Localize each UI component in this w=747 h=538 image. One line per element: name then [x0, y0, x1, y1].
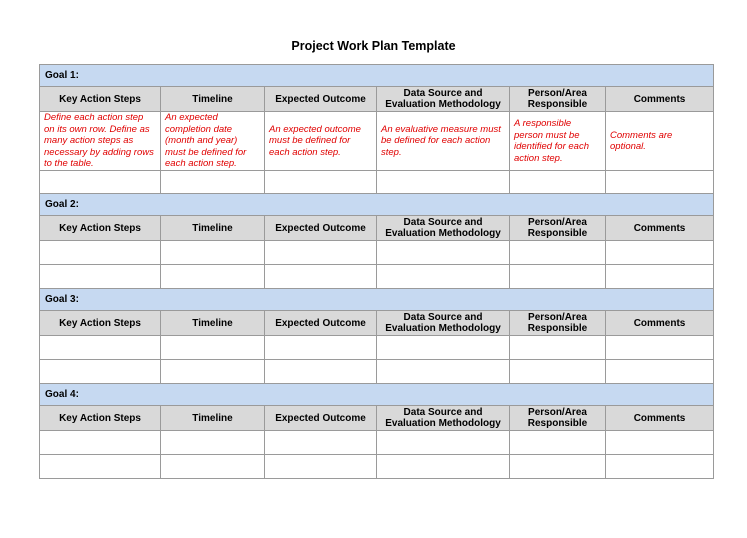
example-comments[interactable]: Comments are optional. [606, 112, 714, 171]
empty-cell[interactable] [161, 336, 265, 360]
header-comments: Comments [606, 311, 714, 336]
goal-row-2 [40, 194, 714, 216]
table-row [40, 431, 714, 455]
empty-cell[interactable] [265, 336, 377, 360]
table-row [40, 360, 714, 384]
empty-cell[interactable] [40, 241, 161, 265]
table-row [40, 241, 714, 265]
empty-cell[interactable] [40, 336, 161, 360]
header-person-responsible: Person/Area Responsible [510, 216, 606, 241]
empty-cell[interactable] [606, 265, 714, 289]
header-comments: Comments [606, 406, 714, 431]
header-expected-outcome: Expected Outcome [265, 216, 377, 241]
goal-row-3 [40, 289, 714, 311]
empty-cell[interactable] [606, 360, 714, 384]
empty-cell[interactable] [510, 360, 606, 384]
header-data-source: Data Source and Evaluation Methodology [377, 406, 510, 431]
goal-label[interactable]: Goal 1: [40, 65, 714, 87]
empty-cell[interactable] [510, 455, 606, 479]
header-comments: Comments [606, 216, 714, 241]
empty-cell[interactable] [265, 431, 377, 455]
empty-cell[interactable] [606, 241, 714, 265]
header-person-responsible: Person/Area Responsible [510, 87, 606, 112]
empty-cell[interactable] [510, 171, 606, 194]
empty-cell[interactable] [510, 241, 606, 265]
example-expected-outcome[interactable]: An expected outcome must be defined for each action step. [265, 112, 377, 171]
example-data-source[interactable]: An evaluative measure must be defined for each action step. [377, 112, 510, 171]
goal-label[interactable]: Goal 3: [40, 289, 714, 311]
empty-cell[interactable] [265, 455, 377, 479]
empty-cell[interactable] [40, 431, 161, 455]
empty-cell[interactable] [510, 336, 606, 360]
empty-cell[interactable] [265, 360, 377, 384]
empty-cell[interactable] [161, 265, 265, 289]
header-key-action-steps: Key Action Steps [40, 406, 161, 431]
empty-cell[interactable] [377, 360, 510, 384]
empty-cell[interactable] [606, 455, 714, 479]
empty-cell[interactable] [161, 431, 265, 455]
goal-row-1 [40, 65, 714, 87]
empty-cell[interactable] [161, 455, 265, 479]
empty-cell[interactable] [40, 171, 161, 194]
empty-cell[interactable] [161, 360, 265, 384]
header-person-responsible: Person/Area Responsible [510, 406, 606, 431]
empty-cell[interactable] [510, 431, 606, 455]
header-person-responsible: Person/Area Responsible [510, 311, 606, 336]
empty-cell[interactable] [606, 336, 714, 360]
header-timeline: Timeline [161, 311, 265, 336]
header-expected-outcome: Expected Outcome [265, 87, 377, 112]
header-data-source: Data Source and Evaluation Methodology [377, 216, 510, 241]
empty-cell[interactable] [377, 265, 510, 289]
goal-label[interactable]: Goal 4: [40, 384, 714, 406]
header-timeline: Timeline [161, 87, 265, 112]
empty-cell[interactable] [377, 241, 510, 265]
empty-cell[interactable] [377, 455, 510, 479]
example-timeline[interactable]: An expected completion date (month and year) must be defined for each action step. [161, 112, 265, 171]
table-row [40, 171, 714, 194]
work-plan-table [39, 64, 714, 479]
header-timeline: Timeline [161, 406, 265, 431]
goal-label[interactable]: Goal 2: [40, 194, 714, 216]
empty-cell[interactable] [40, 360, 161, 384]
empty-cell[interactable] [606, 431, 714, 455]
table-row [40, 265, 714, 289]
header-row [40, 216, 714, 241]
empty-cell[interactable] [377, 171, 510, 194]
goal-row-4 [40, 384, 714, 406]
header-row [40, 87, 714, 112]
example-person-responsible[interactable]: A responsible person must be identified for each action step. [510, 112, 606, 171]
empty-cell[interactable] [377, 431, 510, 455]
empty-cell[interactable] [40, 265, 161, 289]
header-key-action-steps: Key Action Steps [40, 311, 161, 336]
header-expected-outcome: Expected Outcome [265, 406, 377, 431]
empty-cell[interactable] [606, 171, 714, 194]
header-data-source: Data Source and Evaluation Methodology [377, 87, 510, 112]
header-key-action-steps: Key Action Steps [40, 216, 161, 241]
empty-cell[interactable] [40, 455, 161, 479]
empty-cell[interactable] [161, 241, 265, 265]
empty-cell[interactable] [161, 171, 265, 194]
empty-cell[interactable] [265, 265, 377, 289]
header-comments: Comments [606, 87, 714, 112]
header-key-action-steps: Key Action Steps [40, 87, 161, 112]
empty-cell[interactable] [265, 171, 377, 194]
example-key-action-steps[interactable]: Define each action step on its own row. Define as many action steps as necessary by adding rows to the table. [40, 112, 161, 171]
table-row [40, 336, 714, 360]
page-title: Project Work Plan Template [291, 39, 456, 53]
empty-cell[interactable] [377, 336, 510, 360]
header-expected-outcome: Expected Outcome [265, 311, 377, 336]
header-row [40, 311, 714, 336]
header-data-source: Data Source and Evaluation Methodology [377, 311, 510, 336]
example-row [40, 112, 714, 171]
header-timeline: Timeline [161, 216, 265, 241]
table-row [40, 455, 714, 479]
empty-cell[interactable] [510, 265, 606, 289]
header-row [40, 406, 714, 431]
empty-cell[interactable] [265, 241, 377, 265]
